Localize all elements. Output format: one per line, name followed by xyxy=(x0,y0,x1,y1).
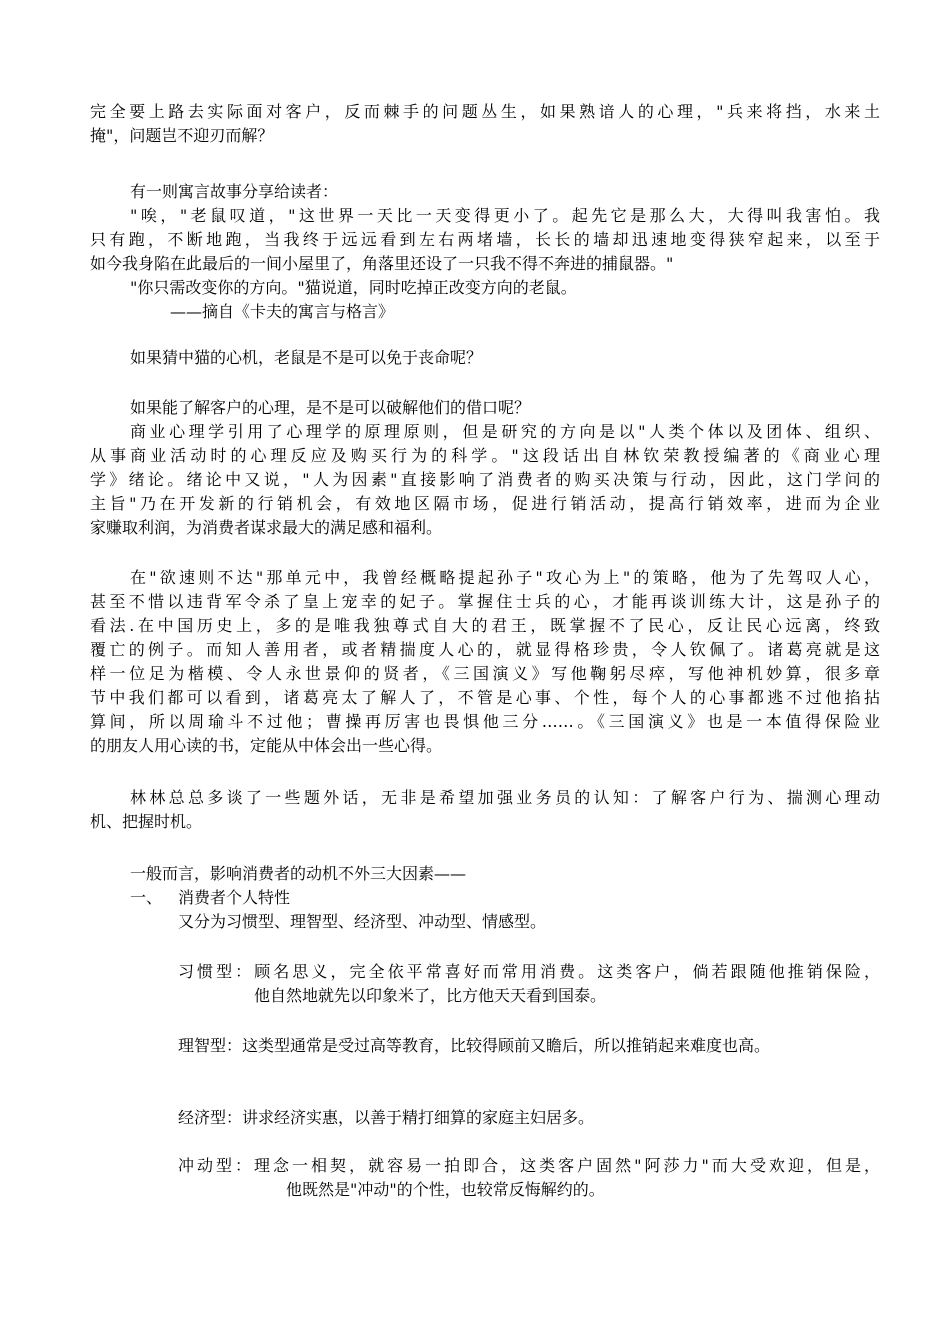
fable-mouse-line: 如今我身陷在此最后的一间小屋里了，角落里还设了一只我不得不奔进的捕鼠器。" xyxy=(90,254,674,273)
history-line: 样一位足为楷模、令人永世景仰的贤者，《三国演义》写他鞠躬尽瘁，写他神机妙算，很多章 xyxy=(90,664,880,683)
item-title: 消费者个人特性 xyxy=(178,888,291,907)
item-types: 又分为习惯型、理智型、经济型、冲动型、情感型。 xyxy=(178,912,547,931)
commerce-line: 主旨"乃在开发新的行销机会，有效地区隔市场，促进行销活动，提高行销效率，进而为企业 xyxy=(90,494,880,513)
question-line: 如果猜中猫的心机，老鼠是不是可以免于丧命呢？ xyxy=(130,348,483,367)
factors-intro: 一般而言，影响消费者的动机不外三大因素—— xyxy=(130,864,467,883)
paragraph-line: 完全要上路去实际面对客户，反而棘手的问题丛生，如果熟谙人的心理，"兵来将挡，水来土 xyxy=(90,102,880,121)
type-habit-line: 他自然地就先以印象米了，比方他天天看到国泰。 xyxy=(254,986,607,1005)
type-economic-line: 经济型：讲求经济实惠，以善于精打细算的家庭主妇居多。 xyxy=(178,1108,595,1127)
fable-source: ——摘自《卡夫的寓言与格言》 xyxy=(170,302,395,321)
fable-intro: 有一则寓言故事分享给读者： xyxy=(130,182,339,201)
commerce-line: 从事商业活动时的心理反应及购买行为的科学。"这段话出自林钦荣教授编著的《商业心理 xyxy=(90,446,880,465)
history-line: 的朋友人用心读的书，定能从中体会出一些心得。 xyxy=(90,736,443,755)
type-rational-line: 理智型：这类型通常是受过高等教育，比较得顾前又瞻后，所以推销起来难度也高。 xyxy=(178,1036,771,1055)
history-line: 在"欲速则不达"那单元中，我曾经概略提起孙子"攻心为上"的策略，他为了先驾叹人心， xyxy=(130,568,880,587)
linlin-line: 机、把握时机。 xyxy=(90,812,203,831)
linlin-line: 林林总总多谈了一些题外话，无非是希望加强业务员的认知：了解客户行为、揣测心理动 xyxy=(130,788,880,807)
paragraph-line: 掩"，问题岂不迎刃而解？ xyxy=(90,126,274,145)
history-line: 甚至不惜以违背军令杀了皇上宠幸的妃子。掌握住士兵的心，才能再谈训练大计，这是孙子的 xyxy=(90,592,880,611)
history-line: 看法.在中国历史上，多的是唯我独尊式自大的君王，既掌握不了民心，反让民心远离，终致 xyxy=(90,616,880,635)
fable-mouse-line: 只有跑，不断地跑，当我终于远远看到左右两堵墙，长长的墙却迅速地变得狭窄起来，以至于 xyxy=(90,230,880,249)
history-line: 覆亡的例子。而知人善用者，或者精揣度人心的，就显得格珍贵，令人钦佩了。诸葛亮就是这 xyxy=(90,640,880,659)
commerce-line: 家赚取利润，为消费者谋求最大的满足感和福利。 xyxy=(90,518,443,537)
fable-mouse-line: "唉，"老鼠叹道，"这世界一天比一天变得更小了。起先它是那么大，大得叫我害怕。我 xyxy=(130,206,880,225)
history-line: 算间，所以周瑜斗不过他；曹操再厉害也畏惧他三分……。《三国演义》也是一本值得保险业 xyxy=(90,712,880,731)
type-habit-line: 习惯型：顾名思义，完全依平常喜好而常用消费。这类客户，倘若跟随他推销保险， xyxy=(178,962,880,981)
type-impulse-line: 他既然是"冲动"的个性，也较常反悔解约的。 xyxy=(286,1180,605,1199)
type-impulse-line: 冲动型：理念一相契，就容易一拍即合，这类客户固然"阿莎力"而大受欢迎，但是， xyxy=(178,1156,880,1175)
commerce-line: 商业心理学引用了心理学的原理原则，但是研究的方向是以"人类个体以及团体、组织、 xyxy=(130,422,880,441)
commerce-line: 学》绪论。绪论中又说，"人为因素"直接影响了消费者的购买决策与行动，因此，这门学问的 xyxy=(90,470,880,489)
question-line: 如果能了解客户的心理，是不是可以破解他们的借口呢？ xyxy=(130,398,531,417)
history-line: 节中我们都可以看到，诸葛亮太了解人了，不管是心事、个性，每个人的心事都逃不过他掐拈 xyxy=(90,688,880,707)
item-number: 一、 xyxy=(130,888,163,907)
fable-cat-line: "你只需改变你的方向。"猫说道，同时吃掉正改变方向的老鼠。 xyxy=(130,278,577,297)
